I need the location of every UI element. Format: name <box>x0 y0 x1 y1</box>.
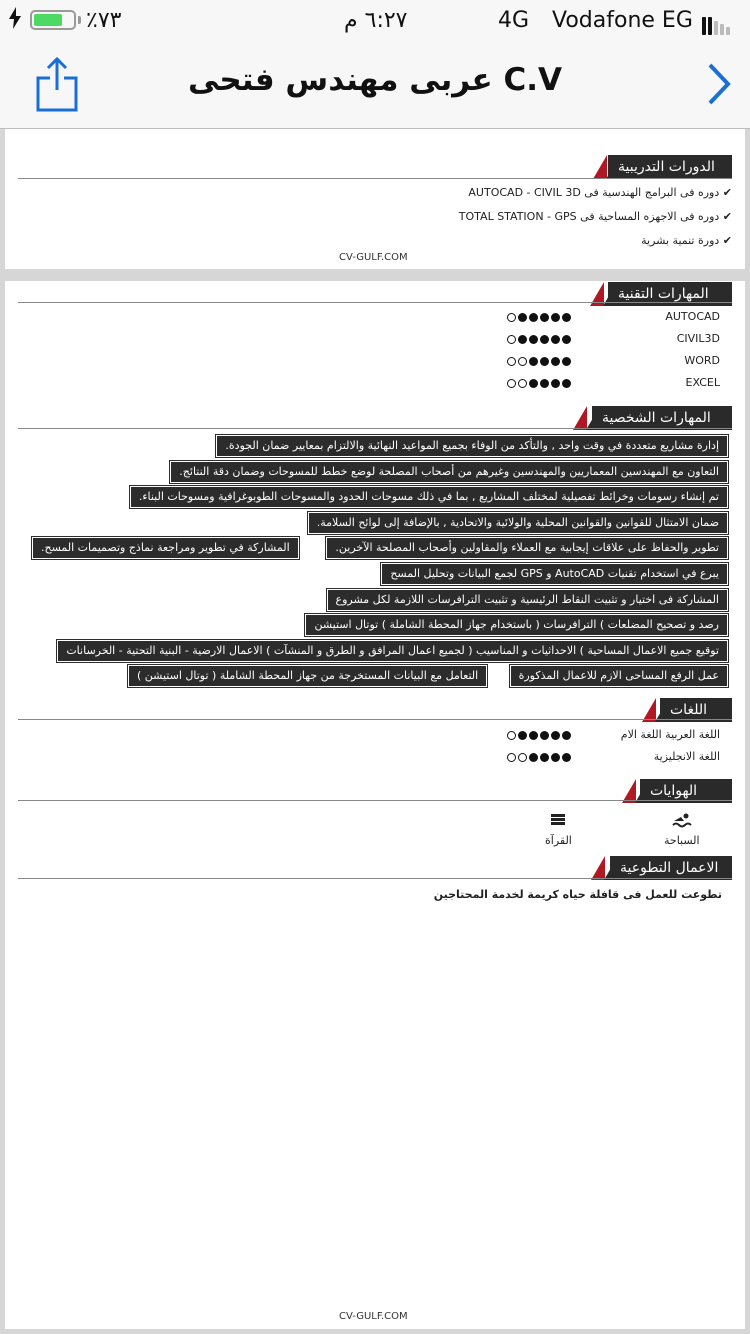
hobby-label: السباحة <box>664 834 700 847</box>
skill-name: اللغة العربية اللغة الام <box>620 728 720 741</box>
skill-name: EXCEL <box>685 376 720 389</box>
battery-icon <box>30 10 76 30</box>
level-dot <box>540 731 549 740</box>
level-dot <box>529 335 538 344</box>
status-bar <box>0 0 750 40</box>
level-dot <box>562 753 571 762</box>
skill-level <box>507 752 573 765</box>
level-dot <box>551 379 560 388</box>
page-title: عربى مهندس فتحى C.V <box>187 62 562 98</box>
level-dot <box>529 753 538 762</box>
skill-tag: توقيع جميع الاعمال المساحية ) الاحداثيات و المناسيب ( لجميع اعمال المرافق و الطرق و المنشآت ) الاعمال الارضية - البنية التحتية - الخرسانات <box>57 640 728 662</box>
clock: ٦:٢٧ م <box>344 8 408 33</box>
hobby-label: القرآة <box>545 834 572 847</box>
skill-tag: التعامل مع البيانات المستخرجة من جهاز المحطة الشاملة ( توتال استيشن ) <box>128 665 487 687</box>
skill-level <box>507 312 573 325</box>
skill-tag: إدارة مشاريع متعددة في وقت واحد , والتأكد من الوفاء بجميع المواعيد النهائية والالتزام بمعايير ضمان الجودة. <box>216 435 728 457</box>
page-footer: CV-GULF.COM <box>339 1311 408 1322</box>
level-dot <box>562 731 571 740</box>
skill-tag: ضمان الامتثال للقوانين والقوانين المحلية والولائية والاتحادية , بالإضافة إلى لوائح السلامة. <box>308 512 728 534</box>
level-dot <box>507 379 516 388</box>
swimming-icon <box>672 812 692 832</box>
section-accent <box>593 155 607 179</box>
divider <box>18 878 732 879</box>
skill-tag: رصد و تصحيح المضلعات ) الترافرسات ( باستخدام جهاز المحطة الشاملة ) توتال استيشن <box>305 614 728 636</box>
divider <box>18 428 732 429</box>
section-personal-header <box>0 406 750 430</box>
level-dot <box>562 313 571 322</box>
level-dot <box>551 313 560 322</box>
section-title: المهارات الشخصية <box>592 406 732 430</box>
section-courses-header <box>0 155 750 179</box>
skill-tag: التعاون مع المهندسين المعماريين والمهندسين وغيرهم من أصحاب المصلحة لوضع خطط للمسوحات وضمان دقة النتائج. <box>170 461 728 483</box>
network-type: 4G <box>498 8 530 33</box>
cv-page-1 <box>5 129 745 269</box>
level-dot <box>507 335 516 344</box>
section-title: الاعمال التطوعية <box>610 856 732 880</box>
section-accent <box>573 406 587 430</box>
skill-name: اللغة الانجليزية <box>653 750 720 763</box>
level-dot <box>562 335 571 344</box>
section-title: المهارات التقنية <box>608 282 732 306</box>
divider <box>18 719 732 720</box>
skill-level <box>507 730 573 743</box>
signal-icon <box>700 10 730 35</box>
check-icon: ✔ <box>722 234 732 247</box>
book-icon <box>549 812 567 832</box>
section-accent <box>591 856 605 880</box>
level-dot <box>551 335 560 344</box>
skill-tag: تم إنشاء رسومات وخرائط تفصيلية لمختلف المشاريع , بما في ذلك مسوحات الحدود والمسوحات الطوبوغرافية ومسوحات البناء. <box>130 486 728 508</box>
level-dot <box>518 313 527 322</box>
level-dot <box>562 379 571 388</box>
skill-name: AUTOCAD <box>665 310 720 323</box>
skill-name: CIVIL3D <box>676 332 720 345</box>
skill-level <box>507 378 573 391</box>
list-item: ✔ دورة تنمية بشرية <box>641 234 732 247</box>
level-dot <box>540 335 549 344</box>
level-dot <box>540 379 549 388</box>
skill-tag: المشاركة في تطوير ومراجعة نماذج وتصميمات المسح. <box>32 537 299 559</box>
list-item: ✔ دوره فى الاجهزه المساحية فى TOTAL STATION - GPS <box>458 210 732 223</box>
level-dot <box>529 313 538 322</box>
skill-tag: المشاركة فى اختيار و تثبيت النقاط الرئيسية و تثبيت الترافرسات اللازمة لكل مشروع <box>327 589 728 611</box>
level-dot <box>507 357 516 366</box>
section-title: الدورات التدريبية <box>608 155 732 179</box>
level-dot <box>540 313 549 322</box>
battery-percent: ٪٧٣ <box>86 8 122 33</box>
skill-name: WORD <box>684 354 720 367</box>
skill-tag: عمل الرفع المساحى الازم للاعمال المذكورة <box>510 665 728 687</box>
page-footer: CV-GULF.COM <box>339 252 408 263</box>
check-icon: ✔ <box>722 186 732 199</box>
level-dot <box>518 335 527 344</box>
level-dot <box>551 357 560 366</box>
skill-level <box>507 356 573 369</box>
skill-tag: يبرع في استخدام تقنيات AutoCAD و GPS لجمع البيانات وتحليل المسح <box>381 563 728 585</box>
level-dot <box>518 357 527 366</box>
skill-level <box>507 334 573 347</box>
level-dot <box>540 357 549 366</box>
level-dot <box>562 357 571 366</box>
level-dot <box>518 379 527 388</box>
divider <box>18 800 732 801</box>
section-title: الهوايات <box>640 779 732 803</box>
section-title: اللغات <box>660 698 732 722</box>
level-dot <box>529 357 538 366</box>
level-dot <box>507 731 516 740</box>
chevron-right-icon[interactable] <box>706 62 732 110</box>
level-dot <box>507 313 516 322</box>
divider <box>18 302 732 303</box>
skill-tag: تطوير والحفاظ على علاقات إيجابية مع العملاء والمقاولين وأصحاب المصلحة الآخرين. <box>326 537 728 559</box>
battery-tip <box>78 16 81 24</box>
nav-bar <box>0 40 750 129</box>
list-item: ✔ دوره فى البرامج الهندسية فى AUTOCAD - CIVIL 3D <box>468 186 732 199</box>
level-dot <box>529 379 538 388</box>
level-dot <box>507 753 516 762</box>
volunteer-text: تطوعت للعمل فى قافلة حياه كريمة لخدمة المحتاجين <box>433 888 722 901</box>
check-icon: ✔ <box>722 210 732 223</box>
level-dot <box>529 731 538 740</box>
divider <box>18 178 732 179</box>
charging-icon <box>8 6 22 35</box>
level-dot <box>518 753 527 762</box>
carrier-name: Vodafone EG <box>552 8 693 33</box>
level-dot <box>551 753 560 762</box>
section-volunteer-header <box>0 856 750 880</box>
level-dot <box>518 731 527 740</box>
level-dot <box>540 753 549 762</box>
level-dot <box>551 731 560 740</box>
